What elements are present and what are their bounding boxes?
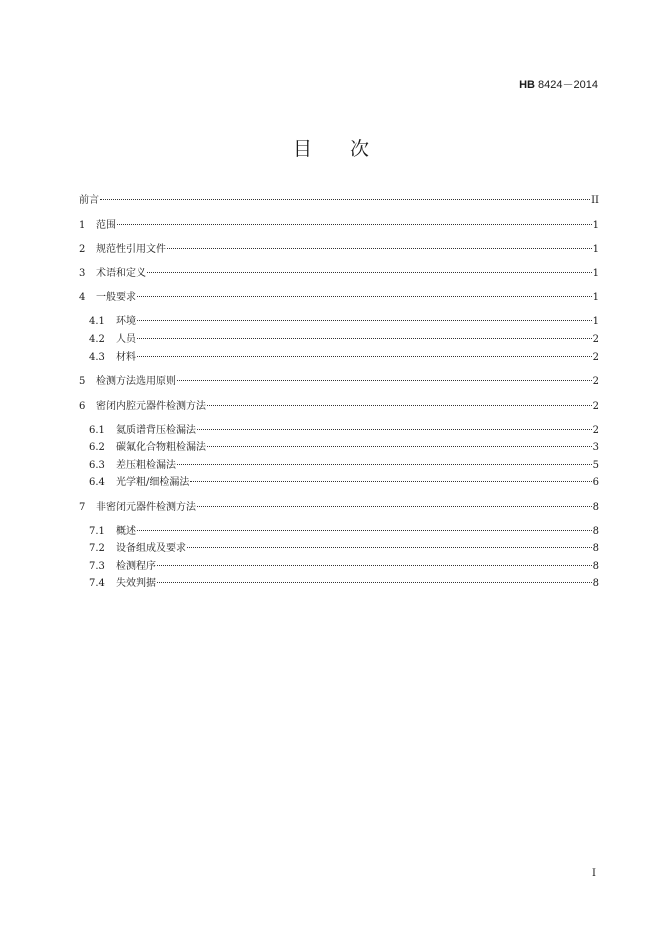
toc-entry-4-1[interactable] <box>89 310 599 327</box>
toc-entry-number: 7.2 <box>89 543 105 554</box>
toc-entry-title: 前言 <box>79 195 99 206</box>
toc-leader-dots <box>197 419 592 433</box>
toc-entry-title: 碳氟化合物粗检漏法 <box>116 442 206 453</box>
toc-entry-page: 3 <box>592 442 599 453</box>
toc-entry-title: 检测方法选用原则 <box>96 376 176 387</box>
toc-entry-number: 7.3 <box>89 561 105 572</box>
toc-entry-page: 1 <box>592 316 599 327</box>
toc-entry-7-1[interactable] <box>89 520 599 537</box>
toc-entry-6-4[interactable] <box>89 471 599 488</box>
toc-entry-title: 设备组成及要求 <box>116 543 186 554</box>
toc-entry-number: 3 <box>79 268 86 279</box>
toc-leader-dots <box>137 520 592 534</box>
toc-entry-title: 概述 <box>116 526 136 537</box>
toc-leader-dots <box>187 537 592 551</box>
toc-leader-dots <box>137 328 592 342</box>
toc-leader-dots <box>197 496 592 510</box>
toc-entry-page: 1 <box>592 220 599 231</box>
toc-entry-5[interactable] <box>79 370 599 387</box>
toc-entry-title: 检测程序 <box>116 561 156 572</box>
toc-entry-page: 5 <box>592 460 599 471</box>
toc-entry-6-3[interactable] <box>89 454 599 471</box>
toc-entry-number: 6.3 <box>89 460 105 471</box>
toc-leader-dots <box>167 238 592 252</box>
toc-entry-page: 2 <box>592 401 599 412</box>
toc-entry-title: 术语和定义 <box>96 268 146 279</box>
toc-entry-number: 7 <box>79 502 86 513</box>
toc-entry-title: 非密闭元器件检测方法 <box>96 502 196 513</box>
toc-entry-page: 8 <box>592 502 599 513</box>
toc-leader-dots <box>157 555 592 569</box>
toc-entry-title: 规范性引用文件 <box>96 244 166 255</box>
toc-entry-title: 一般要求 <box>96 292 136 303</box>
toc-entry-7-2[interactable] <box>89 537 599 554</box>
toc-entry-number: 2 <box>79 244 86 255</box>
toc-leader-dots <box>157 572 592 586</box>
toc-entry-page: 8 <box>592 561 599 572</box>
toc-entry-page: 8 <box>592 578 599 589</box>
toc-entry-number: 4 <box>79 292 86 303</box>
toc-leader-dots <box>147 262 592 276</box>
toc-entry-4-3[interactable] <box>89 346 599 363</box>
toc-entry-6-2[interactable] <box>89 436 599 453</box>
toc-entry-page: 2 <box>592 334 599 345</box>
toc-entry-title: 环境 <box>116 316 136 327</box>
toc-entry-page: 1 <box>592 268 599 279</box>
toc-entry-number: 6.4 <box>89 477 105 488</box>
toc-entry-number: 4.3 <box>89 352 105 363</box>
toc-entry-number: 4.1 <box>89 316 105 327</box>
toc-entry-number: 6.2 <box>89 442 105 453</box>
toc-leader-dots <box>137 310 592 324</box>
toc-leader-dots <box>117 214 592 228</box>
toc-entry-page: 6 <box>592 477 599 488</box>
toc-entry-foreword[interactable] <box>79 189 599 206</box>
toc-entry-page: 2 <box>592 352 599 363</box>
toc-entry-title: 差压粗检漏法 <box>116 460 176 471</box>
toc-entry-title: 失效判据 <box>116 578 156 589</box>
toc-entry-number: 7.4 <box>89 578 105 589</box>
toc-entry-title: 范围 <box>96 220 116 231</box>
toc-entry-page: 1 <box>592 292 599 303</box>
title-char-2: 次 <box>350 138 370 160</box>
toc-leader-dots <box>100 189 590 203</box>
toc-leader-dots <box>177 454 592 468</box>
toc-entry-title: 密闭内腔元器件检测方法 <box>96 401 206 412</box>
toc-entry-title: 材料 <box>116 352 136 363</box>
toc-entry-page: 2 <box>592 376 599 387</box>
toc-entry-page: 1 <box>592 244 599 255</box>
toc-leader-dots <box>177 370 592 384</box>
toc-leader-dots <box>207 395 592 409</box>
toc-entry-4[interactable] <box>79 286 599 303</box>
toc-entry-number: 5 <box>79 376 86 387</box>
toc-entry-number: 1 <box>79 220 86 231</box>
toc-leader-dots <box>137 286 592 300</box>
title-char-1: 目 <box>292 138 312 160</box>
toc-entry-7-4[interactable] <box>89 572 599 589</box>
toc-entry-title: 人员 <box>116 334 136 345</box>
toc-entry-3[interactable] <box>79 262 599 279</box>
page-title <box>0 134 662 161</box>
toc-entry-title: 氦质谱背压检漏法 <box>116 425 196 436</box>
standard-prefix: HB <box>519 79 535 91</box>
toc-entry-page: II <box>591 195 599 206</box>
toc-entry-4-2[interactable] <box>89 328 599 345</box>
toc-entry-1[interactable] <box>79 214 599 231</box>
toc-entry-page: 8 <box>592 526 599 537</box>
toc-leader-dots <box>190 471 591 485</box>
toc-entry-7-3[interactable] <box>89 555 599 572</box>
toc-entry-number: 7.1 <box>89 526 105 537</box>
standard-code: 8424－2014 <box>535 79 598 91</box>
page-number: I <box>592 868 596 879</box>
standard-number <box>519 76 598 92</box>
toc-entry-page: 2 <box>592 425 599 436</box>
toc-entry-number: 6 <box>79 401 86 412</box>
toc-entry-number: 4.2 <box>89 334 105 345</box>
toc-entry-title: 光学粗/细检漏法 <box>116 477 190 488</box>
toc-leader-dots <box>137 346 592 360</box>
toc-entry-2[interactable] <box>79 238 599 255</box>
toc-entry-page: 8 <box>592 543 599 554</box>
toc-entry-6[interactable] <box>79 395 599 412</box>
toc-entry-number: 6.1 <box>89 425 105 436</box>
toc-entry-7[interactable] <box>79 496 599 513</box>
toc-entry-6-1[interactable] <box>89 419 599 436</box>
toc-leader-dots <box>207 436 592 450</box>
